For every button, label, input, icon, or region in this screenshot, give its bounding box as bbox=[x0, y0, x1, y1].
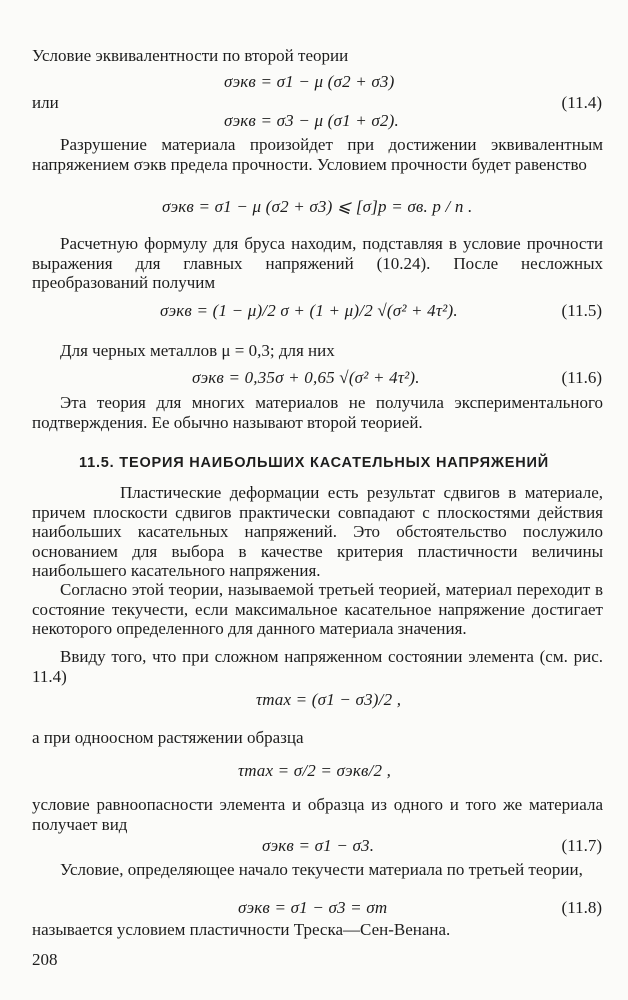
formula-11-7: σэкв = σ1 − σ3. bbox=[262, 836, 375, 855]
paragraph-second-theory: Эта теория для многих материалов не получила экспериментального подтверждения. Ее обычно называют второй теорией. bbox=[32, 393, 603, 432]
formula-tau-max-uniaxial: τmax = σ/2 = σэкв/2 , bbox=[238, 761, 392, 780]
equation-number-11-4: (11.4) bbox=[561, 93, 602, 112]
paragraph-design-formula: Расчетную формулу для бруса находим, подставляя в условие прочности выражения для главных напряжений (10.24). После несложных преобразований получим bbox=[32, 234, 603, 293]
equation-number-11-8: (11.8) bbox=[561, 898, 602, 917]
formula-11-4b: σэкв = σ3 − μ (σ1 + σ2). bbox=[224, 111, 399, 130]
formula-tau-max-complex: τmax = (σ1 − σ3)/2 , bbox=[256, 690, 402, 709]
equation-number-11-5: (11.5) bbox=[561, 301, 602, 320]
paragraph-uniaxial-tension: а при одноосном растяжении образца bbox=[32, 728, 304, 747]
paragraph-tresca-condition: называется условием пластичности Треска—Сен-Венана. bbox=[32, 920, 451, 939]
page-number: 208 bbox=[32, 950, 58, 969]
paragraph-equal-danger: условие равноопасности элемента и образца из одного и того же материала получает вид bbox=[32, 795, 603, 834]
equation-number-11-7: (11.7) bbox=[561, 836, 602, 855]
formula-11-4a: σэкв = σ1 − μ (σ2 + σ3) bbox=[224, 72, 395, 91]
word-or: или bbox=[32, 93, 59, 112]
paragraph-equivalence-condition: Условие эквивалентности по второй теории bbox=[32, 46, 349, 65]
formula-11-8: σэкв = σ1 − σ3 = σт bbox=[238, 898, 388, 917]
section-heading-11-5: 11.5. ТЕОРИЯ НАИБОЛЬШИХ КАСАТЕЛЬНЫХ НАПРЯЖЕНИЙ bbox=[79, 455, 549, 471]
formula-strength-condition: σэкв = σ1 − μ (σ2 + σ3) ⩽ [σ]р = σв. р / n . bbox=[162, 197, 473, 216]
paragraph-ferrous-metals: Для черных металлов μ = 0,3; для них bbox=[60, 341, 335, 360]
paragraph-complex-stress: Ввиду того, что при сложном напряженном состоянии элемента (см. рис. 11.4) bbox=[32, 647, 603, 686]
paragraph-third-theory: Согласно этой теории, называемой третьей теорией, материал переходит в состояние текучести, если максимальное касательное напряжение достигает некоторого определенного для данного материала значения. bbox=[32, 580, 603, 639]
formula-11-5: σэкв = (1 − μ)/2 σ + (1 + μ)/2 √(σ² + 4τ²). bbox=[160, 301, 458, 320]
paragraph-failure: Разрушение материала произойдет при достижении эквивалентным напряжением σэкв предела прочности. Условием прочности будет равенство bbox=[32, 135, 603, 174]
equation-number-11-6: (11.6) bbox=[561, 368, 602, 387]
paragraph-plastic-deformation: Пластические деформации есть результат сдвигов в материале, причем плоскости сдвигов практически совпадают с плоскостями действия наибольших касательных напряжений. Это обстоятельство послужило основанием для выбора в качестве критерия пластичности величины наибольшего касательного напряжения. bbox=[32, 483, 603, 581]
paragraph-yield-onset: Условие, определяющее начало текучести материала по третьей теории, bbox=[60, 860, 583, 879]
formula-11-6: σэкв = 0,35σ + 0,65 √(σ² + 4τ²). bbox=[192, 368, 420, 387]
